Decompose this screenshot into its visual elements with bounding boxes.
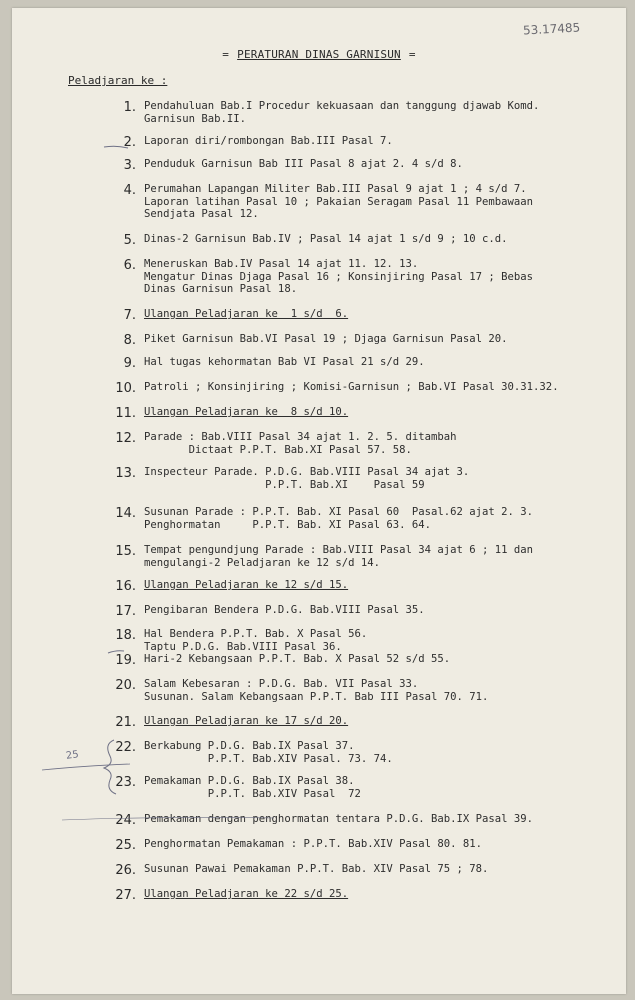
item-line: Dinas-2 Garnisun Bab.IV ; Pasal 14 ajat 1 s/d 9 ; 10 c.d. (144, 233, 508, 245)
item-line: Salam Kebesaran : P.D.G. Bab. VII Pasal 33. (144, 678, 419, 690)
item-line: Susunan Parade : P.P.T. Bab. XI Pasal 60 Pasal.62 ajat 2. 3. (144, 506, 534, 518)
title-text: PERATURAN DINAS GARNISUN (237, 48, 401, 61)
item-number: 17. (115, 604, 136, 619)
item-number: 8. (123, 333, 136, 348)
item-number: 15. (115, 544, 136, 559)
item-line: Hal Bendera P.P.T. Bab. X Pasal 56. (144, 628, 368, 640)
item-line: mengulangi-2 Peladjaran ke 12 s/d 14. (144, 556, 380, 569)
item-line: Pemakaman P.D.G. Bab.IX Pasal 38. (144, 775, 355, 787)
item-line: Laporan diri/rombongan Bab.III Pasal 7. (144, 135, 393, 147)
item-line: Garnisun Bab.II. (144, 112, 247, 125)
item-line: Ulangan Peladjaran ke 12 s/d 15. (144, 579, 349, 591)
item-line: Tempat pengundjung Parade : Bab.VIII Pasal 34 ajat 6 ; 11 dan (144, 544, 534, 556)
item-line: Ulangan Peladjaran ke 8 s/d 10. (144, 406, 349, 418)
item-line: Penghormatan P.P.T. Bab. XI Pasal 63. 64. (144, 518, 432, 531)
item-line: Patroli ; Konsinjiring ; Komisi-Garnisun ; Bab.VI Pasal 30.31.32. (144, 381, 559, 393)
item-line: Penghormatan Pemakaman : P.P.T. Bab.XIV Pasal 80. 81. (144, 838, 483, 850)
item-number: 22. (115, 740, 136, 755)
item-line: Pemakaman dengan penghormatan tentara P.D.G. Bab.IX Pasal 39. (144, 813, 534, 825)
item-line: Taptu P.D.G. Bab.VIII Pasal 36. (144, 640, 342, 653)
item-line: Meneruskan Bab.IV Pasal 14 ajat 11. 12. 13. (144, 258, 419, 270)
item-line: P.P.T. Bab.XIV Pasal 72 (144, 787, 361, 800)
item-number: 20. (115, 678, 136, 693)
item-number: 10. (115, 381, 136, 396)
item-line: Susunan. Salam Kebangsaan P.P.T. Bab III Pasal 70. 71. (144, 690, 489, 703)
item-number: 7. (123, 308, 136, 323)
item-line: Sendjata Pasal 12. (144, 208, 259, 220)
item-number: 1. (123, 100, 136, 115)
margin-note: 25 (65, 749, 80, 762)
item-number: 25. (115, 838, 136, 853)
item-line: Hal tugas kehormatan Bab VI Pasal 21 s/d 29. (144, 356, 425, 368)
item-number: 13. (115, 466, 136, 481)
item-number: 11. (115, 406, 136, 421)
item-line: Perumahan Lapangan Militer Bab.III Pasal 9 ajat 1 ; 4 s/d 7. (144, 183, 527, 195)
item-number: 3. (123, 158, 136, 173)
item-line: Dictaat P.P.T. Bab.XI Pasal 57. 58. (144, 443, 412, 456)
item-line: Pendahuluan Bab.I Procedur kekuasaan dan tanggung djawab Komd. (144, 100, 540, 112)
item-line: P.P.T. Bab.XI Pasal 59 (144, 478, 425, 491)
pencil-marks (12, 8, 626, 994)
document-page (12, 8, 626, 994)
title-mark-left: = (222, 48, 230, 61)
item-number: 18. (115, 628, 136, 643)
item-number: 5. (123, 233, 136, 248)
item-line: Berkabung P.D.G. Bab.IX Pasal 37. (144, 740, 355, 752)
item-number: 4. (123, 183, 136, 198)
item-number: 14. (115, 506, 136, 521)
item-line: Mengatur Dinas Djaga Pasal 16 ; Konsinjiring Pasal 17 ; Bebas (144, 270, 534, 283)
item-line: Pengibaran Bendera P.D.G. Bab.VIII Pasal 35. (144, 604, 425, 616)
item-line: Piket Garnisun Bab.VI Pasal 19 ; Djaga Garnisun Pasal 20. (144, 333, 508, 345)
item-line: Hari-2 Kebangsaan P.P.T. Bab. X Pasal 52 s/d 55. (144, 653, 451, 665)
item-number: 12. (115, 431, 136, 446)
title-mark-right: = (408, 48, 416, 61)
item-line: Susunan Pawai Pemakaman P.P.T. Bab. XIV Pasal 75 ; 78. (144, 863, 489, 875)
item-number: 23. (115, 775, 136, 790)
item-number: 2. (123, 135, 136, 150)
item-number: 16. (115, 579, 136, 594)
item-line: Parade : Bab.VIII Pasal 34 ajat 1. 2. 5. ditambah (144, 431, 457, 443)
item-line: P.P.T. Bab.XIV Pasal. 73. 74. (144, 752, 393, 765)
item-number: 27. (115, 888, 136, 903)
item-line: Ulangan Peladjaran ke 17 s/d 20. (144, 715, 349, 727)
item-line: Laporan latihan Pasal 10 ; Pakaian Seragam Pasal 11 Pembawaan (144, 195, 534, 208)
item-number: 26. (115, 863, 136, 878)
item-line: Penduduk Garnisun Bab III Pasal 8 ajat 2. 4 s/d 8. (144, 158, 463, 170)
item-number: 24. (115, 813, 136, 828)
archive-code: 53.17485 (522, 20, 581, 38)
lesson-heading: Peladjaran ke : (68, 74, 168, 87)
item-line: Ulangan Peladjaran ke 22 s/d 25. (144, 888, 349, 900)
item-line: Ulangan Peladjaran ke 1 s/d 6. (144, 308, 349, 320)
item-line: Inspecteur Parade. P.D.G. Bab.VIII Pasal 34 ajat 3. (144, 466, 470, 478)
item-number: 21. (115, 715, 136, 730)
item-number: 19. (115, 653, 136, 668)
item-number: 9. (123, 356, 136, 371)
item-line: Dinas Garnisun Pasal 18. (144, 283, 298, 295)
item-number: 6. (123, 258, 136, 273)
